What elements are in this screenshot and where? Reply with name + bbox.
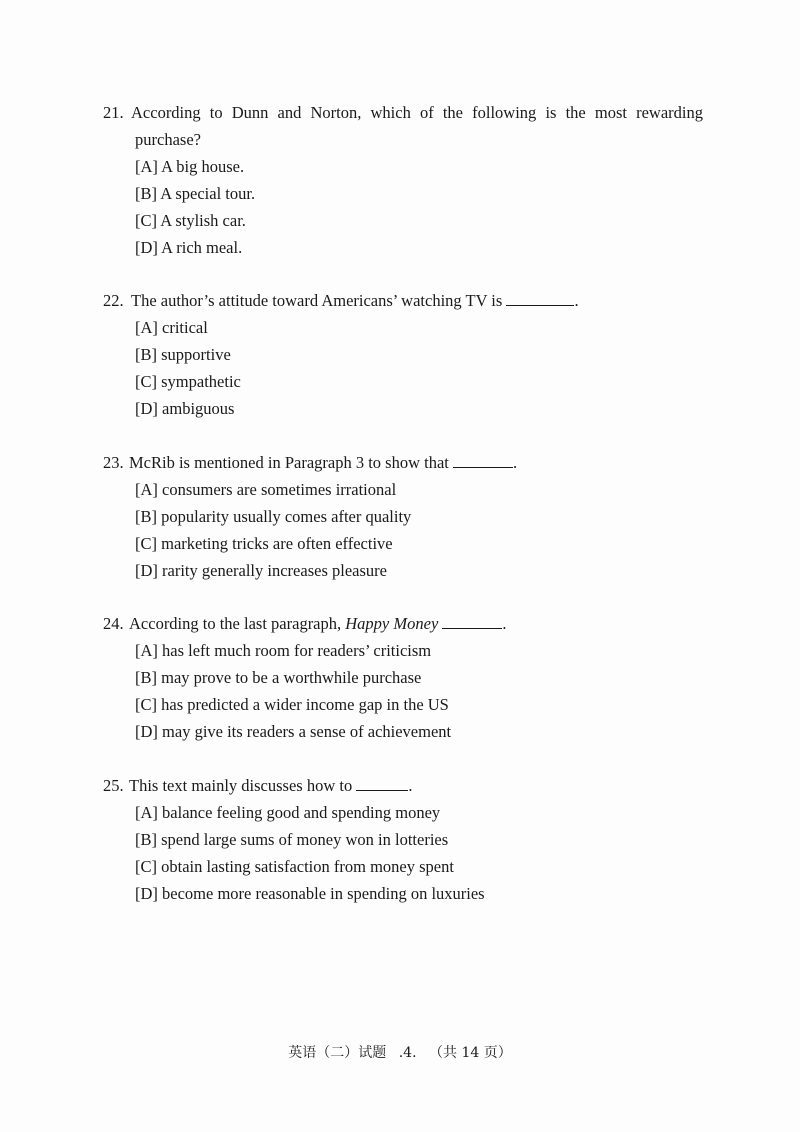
- option-b: [B] spend large sums of money won in lotteries: [135, 830, 449, 849]
- option-d: [D] become more reasonable in spending on luxuries: [135, 884, 485, 903]
- option-a: [A] A big house.: [135, 157, 245, 176]
- option-c: [C] marketing tricks are often effective: [135, 534, 393, 553]
- option-b: [B] popularity usually comes after quality: [135, 507, 412, 526]
- option-c: [C] sympathetic: [135, 372, 241, 391]
- option-a: [A] consumers are sometimes irrational: [135, 480, 397, 499]
- question-stem: [103, 610, 703, 637]
- question-stem: [103, 449, 703, 476]
- question-22: [103, 287, 703, 422]
- option-c: [C] A stylish car.: [135, 211, 246, 230]
- question-text: McRib is mentioned in Paragraph 3 to show that: [129, 453, 449, 472]
- question-text-end: .: [513, 453, 518, 472]
- book-title: Happy Money: [345, 614, 439, 633]
- question-number: 25.: [103, 776, 124, 795]
- question-text: This text mainly discusses how to: [129, 776, 353, 795]
- question-25: [103, 772, 703, 907]
- page-footer: [0, 1042, 800, 1062]
- option-c: [C] has predicted a wider income gap in the US: [135, 695, 449, 714]
- answer-blank: [356, 776, 408, 791]
- question-number: 23.: [103, 453, 124, 472]
- question-text: According to Dunn and Norton, which of the following is the most rewarding purchase?: [131, 103, 703, 149]
- option-d: [D] ambiguous: [135, 399, 235, 418]
- question-number: 22.: [103, 291, 124, 310]
- question-text-end: .: [502, 614, 507, 633]
- option-b: [B] supportive: [135, 345, 231, 364]
- option-d: [D] may give its readers a sense of achievement: [135, 722, 452, 741]
- question-stem: [103, 772, 703, 799]
- option-b: [B] may prove to be a worthwhile purchase: [135, 668, 422, 687]
- answer-blank: [506, 291, 574, 306]
- question-number: 21.: [103, 103, 124, 122]
- option-d: [D] A rich meal.: [135, 238, 243, 257]
- option-a: [A] has left much room for readers’ criticism: [135, 641, 432, 660]
- page-total: （共 14 页）: [429, 1045, 512, 1061]
- option-b: [B] A special tour.: [135, 184, 256, 203]
- question-text-end: .: [574, 291, 579, 310]
- option-c: [C] obtain lasting satisfaction from money spent: [135, 857, 454, 876]
- answer-blank: [453, 453, 513, 468]
- exam-title: 英语（二）试题: [288, 1045, 387, 1061]
- option-d: [D] rarity generally increases pleasure: [135, 561, 387, 580]
- question-21: [103, 99, 703, 261]
- page-number: .4.: [398, 1045, 417, 1061]
- question-text: The author’s attitude toward Americans’ watching TV is: [131, 291, 503, 310]
- question-stem: [103, 99, 703, 153]
- question-text-end: .: [408, 776, 413, 795]
- question-24: [103, 610, 703, 745]
- question-23: [103, 449, 703, 584]
- question-stem: [103, 287, 703, 314]
- option-a: [A] balance feeling good and spending money: [135, 803, 441, 822]
- option-a: [A] critical: [135, 318, 208, 337]
- question-text: According to the last paragraph,: [129, 614, 342, 633]
- question-number: 24.: [103, 614, 124, 633]
- answer-blank: [442, 614, 502, 629]
